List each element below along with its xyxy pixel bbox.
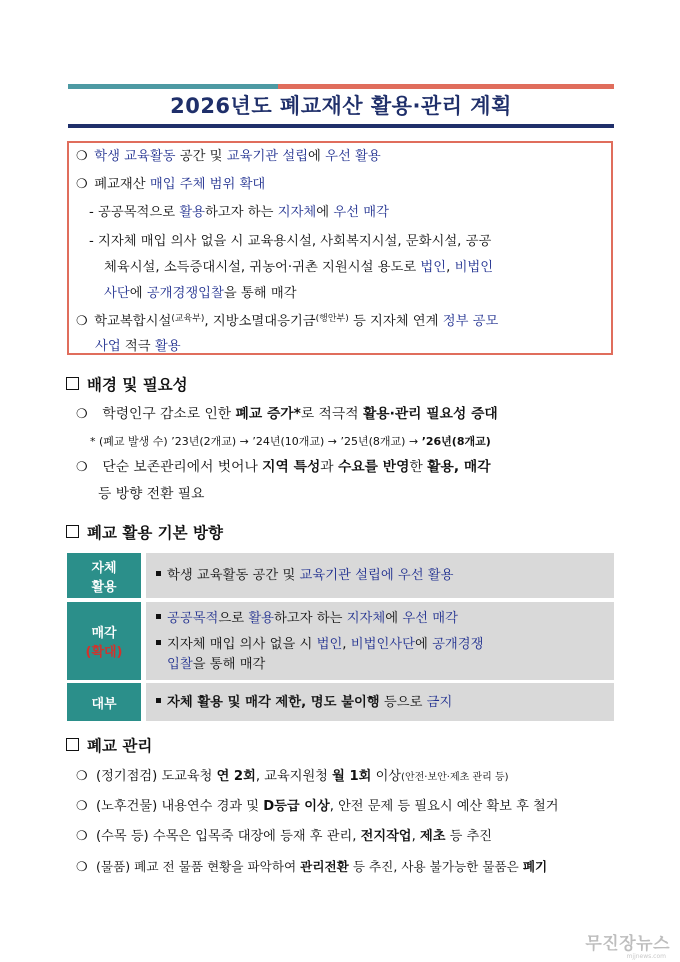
- summary-line-5: 체육시설, 소득증대시설, 귀농어·귀촌 지원시설 용도로 법인, 비법인: [104, 260, 494, 275]
- direction-content-lease: [146, 683, 614, 721]
- summary-line-6: 사단에 공개경쟁입찰을 통해 매각: [104, 286, 297, 301]
- circle-bullet-icon: ❍: [76, 769, 88, 784]
- direction-content-self-use: [146, 553, 614, 598]
- title-stripe-coral: [278, 84, 614, 89]
- square-bullet-icon: [156, 698, 161, 703]
- square-bullet-icon: [66, 377, 79, 390]
- direction-content-sale: [146, 602, 614, 680]
- square-bullet-icon: [66, 525, 79, 538]
- circle-bullet-icon: ❍: [76, 177, 88, 192]
- background-paragraph-2: ❍ 단순 보존관리에서 벗어나 지역 특성과 수요를 반영한 활용, 매각: [76, 457, 491, 478]
- section-heading-management: 폐교 관리: [66, 735, 152, 757]
- summary-line-7: ❍ 학교복합시설$^{(교육부)}$, 지방소멸대응기금$^{(행안부)}$ 등 지자체 연계 정부 공모: [76, 314, 499, 329]
- direction-line: 학생 교육활동 공간 및 교육기관 설립에 우선 활용: [156, 566, 454, 585]
- circle-bullet-icon: ❍: [76, 149, 88, 164]
- direction-line: 공공목적으로 활용하고자 하는 지자체에 우선 매각: [156, 609, 458, 628]
- background-footnote: * (폐교 발생 수) ’23년(2개교) → ’24년(10개교) → ’25년(8개교) → ’26년(8개교): [90, 435, 491, 448]
- circle-bullet-icon: ❍: [76, 314, 88, 329]
- square-bullet-icon: [156, 571, 161, 576]
- section-heading-direction: 폐교 활용 기본 방향: [66, 522, 223, 544]
- direction-label-lease: 대부: [67, 683, 141, 721]
- direction-label-sale: 매각 (확대): [67, 602, 141, 680]
- circle-bullet-icon: ❍: [76, 829, 88, 844]
- square-bullet-icon: [156, 640, 161, 645]
- summary-line-1: ❍ 학생 교육활동 공간 및 교육기관 설립에 우선 활용: [76, 149, 381, 164]
- circle-bullet-icon: ❍: [76, 407, 88, 422]
- title-top-stripe: [68, 84, 614, 89]
- summary-line-2: ❍ 폐교재산 매입 주체 범위 확대: [76, 177, 266, 192]
- management-item-inspection: ❍ (정기점검) 도교육청 연 2회, 교육지원청 월 1회 이상(안전·보안·제초 관리 등): [76, 767, 509, 788]
- background-paragraph-1: ❍ 학령인구 감소로 인한 폐교 증가*로 적극적 활용·관리 필요성 증대: [76, 404, 498, 425]
- page-title: 2026년도 폐교재산 활용·관리 계획: [170, 94, 512, 118]
- square-bullet-icon: [156, 614, 161, 619]
- background-paragraph-2-cont: 등 방향 전환 필요: [98, 486, 205, 502]
- watermark-logo: 무진장뉴스: [585, 934, 670, 954]
- square-bullet-icon: [66, 738, 79, 751]
- management-item-goods: ❍ (물품) 폐교 전 물품 현황을 파악하여 관리전환 등 추진, 사용 불가능한 물품은 폐기: [76, 857, 547, 878]
- direction-line: 자체 활용 및 매각 제한, 명도 불이행 등으로 금지: [156, 693, 452, 712]
- title-stripe-teal: [68, 84, 278, 89]
- management-item-trees: ❍ (수목 등) 수목은 입목죽 대장에 등재 후 관리, 전지작업, 제초 등 추진: [76, 827, 492, 847]
- circle-bullet-icon: ❍: [76, 799, 88, 814]
- summary-line-3: - 공공목적으로 활용하고자 하는 지자체에 우선 매각: [89, 205, 389, 220]
- direction-line: 지자체 매입 의사 없을 시 법인, 비법인사단에 공개경쟁: [156, 635, 483, 654]
- watermark-url: mjjnews.com: [626, 953, 666, 960]
- circle-bullet-icon: ❍: [76, 460, 88, 475]
- section-heading-background: 배경 및 필요성: [66, 374, 188, 396]
- summary-line-8: 사업 적극 활용: [95, 339, 181, 354]
- direction-line: 입찰을 통해 매각: [167, 657, 266, 672]
- management-item-old-buildings: ❍ (노후건물) 내용연수 경과 및 D등급 이상, 안전 문제 등 필요시 예산 확보 후 철거: [76, 797, 559, 817]
- summary-line-4: - 지자체 매입 의사 없을 시 교육용시설, 사회복지시설, 문화시설, 공공: [89, 234, 492, 249]
- title-bottom-rule: [68, 124, 614, 128]
- direction-label-self-use: 자체 활용: [67, 553, 141, 598]
- circle-bullet-icon: ❍: [76, 860, 88, 875]
